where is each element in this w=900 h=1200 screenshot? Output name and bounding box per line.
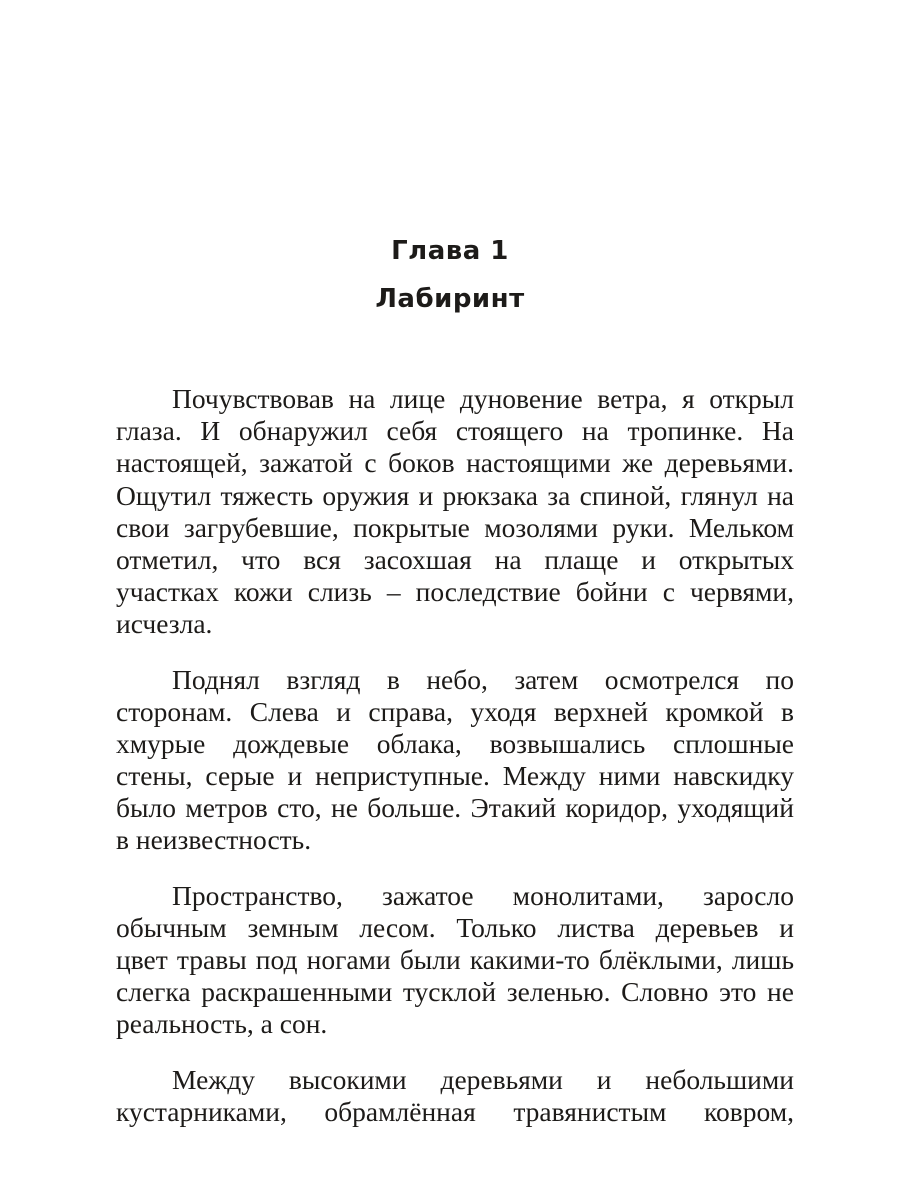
text-line: Почувствовав на лице дуновение ветра, я открыл: [172, 383, 794, 414]
text-line: Пространство, зажатое монолитами, заросло: [172, 879, 794, 911]
text-line: стены, серые и неприступные. Между ними навскидку: [116, 760, 794, 792]
text-line: обычным земным лесом. Только листва деревьев и: [116, 911, 794, 943]
text-line: было метров сто, не больше. Этакий коридор, уходящий: [116, 792, 794, 824]
text-line: кустарниками, обрамлённая травянистым ковром,: [116, 1095, 794, 1127]
paragraph-4: [116, 1064, 794, 1128]
text-line: Поднял взгляд в небо, затем осмотрелся по: [172, 663, 794, 695]
chapter-body: [116, 383, 794, 1128]
chapter-title: Лабиринт: [375, 284, 525, 314]
chapter-number: Глава 1: [391, 236, 509, 266]
text-line: участках кожи слизь – последствие бойни с червями,: [116, 576, 794, 608]
text-line: сторонам. Слева и справа, уходя верхней кромкой в: [116, 695, 794, 727]
paragraph-3: [116, 880, 794, 1041]
text-line: в неизвестность.: [116, 824, 312, 856]
paragraph-gap: [116, 1041, 794, 1064]
text-line: настоящей, зажатой с боков настоящими же деревьями.: [116, 447, 794, 479]
text-line: Между высокими деревьями и небольшими: [172, 1063, 794, 1095]
paragraph-2: [116, 664, 794, 857]
paragraph-1: [116, 383, 794, 641]
text-line: Ощутил тяжесть оружия и рюкзака за спиной, глянул на: [116, 479, 794, 511]
text-line: отметил, что вся засохшая на плаще и открытых: [116, 543, 794, 575]
text-line: исчезла.: [116, 608, 213, 640]
paragraph-gap: [116, 641, 794, 664]
paragraph-gap: [116, 857, 794, 880]
text-line: свои загрубевшие, покрытые мозолями руки. Мельком: [116, 511, 794, 543]
text-line: слегка раскрашенными тусклой зеленью. Словно это не: [116, 976, 794, 1008]
text-line: глаза. И обнаружил себя стоящего на тропинке. На: [116, 415, 794, 447]
text-line: хмурые дождевые облака, возвышались сплошные: [116, 727, 794, 759]
text-line: цвет травы под ногами были какими-то блёклыми, лишь: [116, 944, 794, 975]
text-line: реальность, а сон.: [116, 1008, 328, 1040]
